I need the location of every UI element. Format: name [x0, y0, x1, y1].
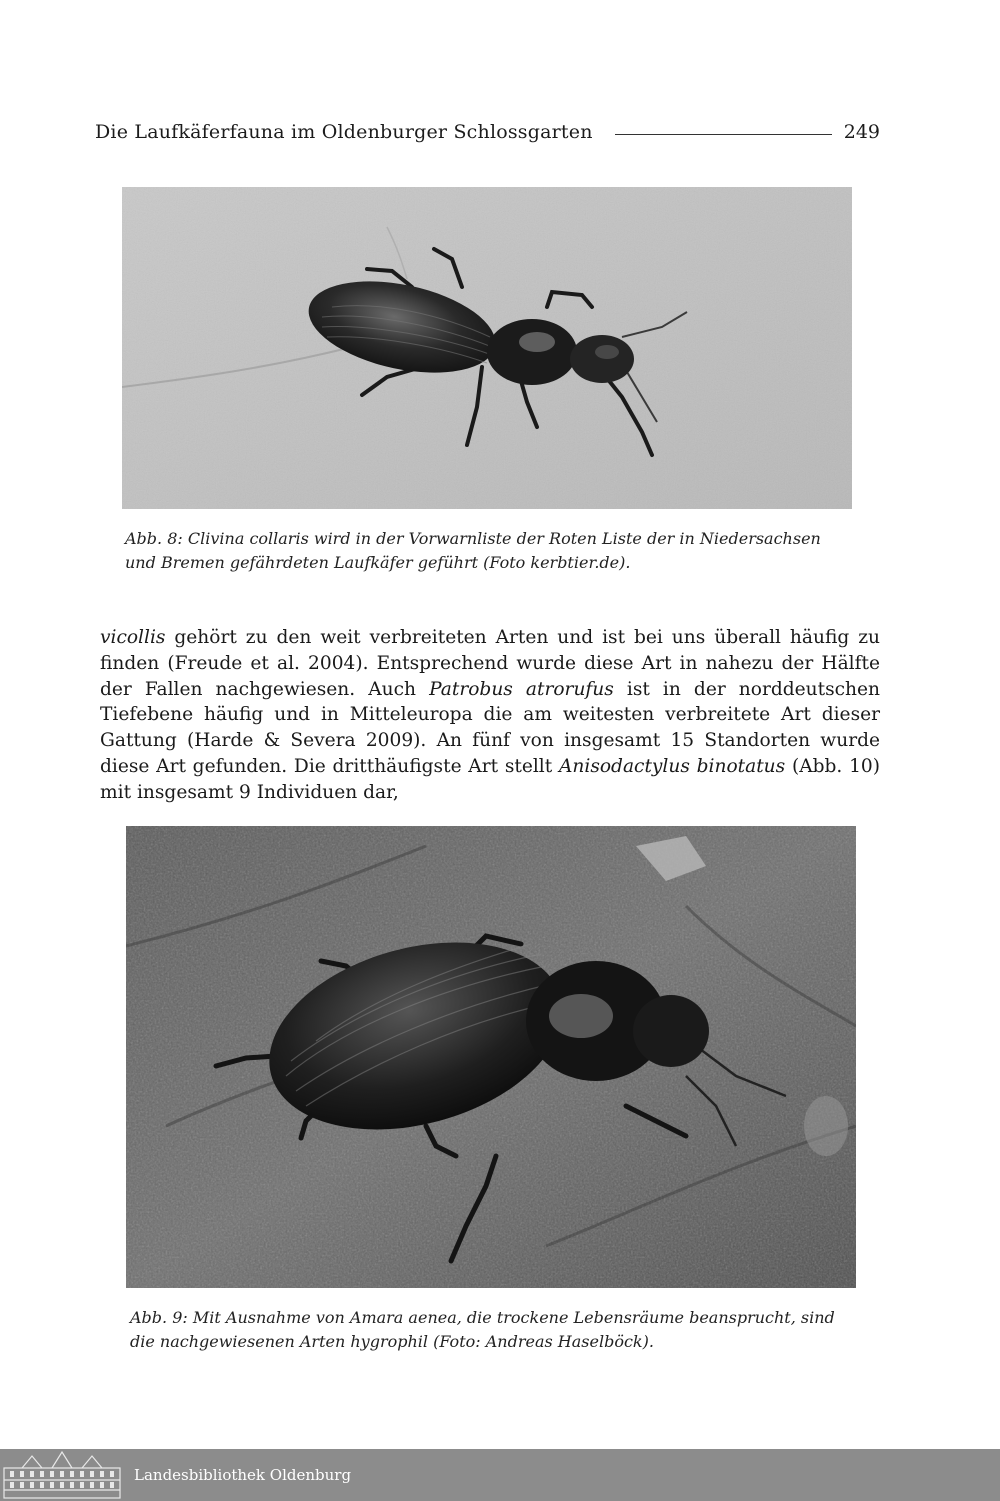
library-building-icon: [2, 1450, 122, 1500]
running-title: Die Laufkäferfauna im Oldenburger Schlossgarten: [95, 121, 593, 143]
body-text-segment: (Abb. 10) mit insgesamt 9 Individuen dar,: [100, 755, 880, 803]
page-number: 249: [843, 121, 880, 143]
species-name: Patrobus atrorufus: [429, 678, 614, 700]
figure-8-photo: [122, 187, 852, 509]
figure-8-caption-species: Clivina collaris: [187, 529, 309, 548]
figure-8-caption-prefix: Abb. 8:: [125, 529, 188, 548]
body-text-segment: gehört zu den weit verbreiteten Arten und ist bei uns überall häufig zu finden (Freude et al. 2004). Entsprechend wurde diese Art in nahezu der Hälfte der Fallen nachgewiesen. Auch: [100, 627, 880, 700]
figure-8-caption: [125, 527, 855, 575]
figure-9-caption-species: Amara aenea: [349, 1308, 457, 1327]
figure-9-photo: [126, 826, 856, 1288]
species-name: Anisodactylus binotatus: [558, 755, 786, 777]
figure-9-caption-text: , die trockene Lebensräume beansprucht, sind die nachgewiesenen Arten hygrophil (Foto: Andreas Haselböck).: [130, 1308, 835, 1351]
library-footer-bar: [0, 1449, 1000, 1501]
figure-9-caption-prefix: Abb. 9: Mit Ausnahme von: [130, 1308, 350, 1327]
body-text-segment: ist in der norddeutschen Tiefebene häufig und in Mitteleuropa die am weitesten verbreitete Art dieser Gattung (Harde & Severa 2009). An fünf von insgesamt 15 Standorten wurde diese Art gefunden. Die dritthäufigste Art stellt: [100, 678, 880, 777]
body-paragraph: [100, 625, 880, 806]
figure-9-caption: [130, 1306, 860, 1354]
header-rule: [615, 134, 832, 135]
running-head: [95, 118, 880, 146]
figure-8-caption-text: wird in der Vorwarnliste der Roten Liste der in Niedersachsen und Bremen gefährdeten Laufkäfer geführt (Foto kerbtier.de).: [125, 529, 821, 572]
library-name: Landesbibliothek Oldenburg: [134, 1466, 352, 1484]
species-name: vicollis: [100, 627, 166, 648]
